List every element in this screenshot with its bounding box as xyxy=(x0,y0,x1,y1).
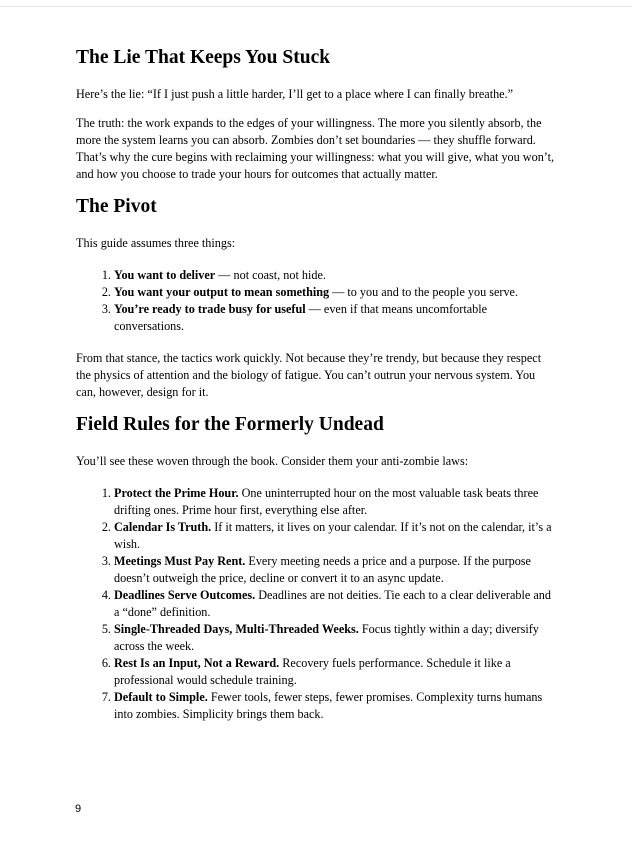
paragraph-lie-truth: The truth: the work expands to the edges of your willingness. The more you silently absorb, the more the system learns you can absorb. Zombies don’t set boundaries — they shuffle forward. That’s why the cure begins with reclaiming your willingness: what you will give, what you won’t, and how you choose to trade your hours for outcomes that actually matter. xyxy=(76,116,555,181)
list-item-text: Every meeting needs a price and a purpose. If the purpose doesn’t outweigh the price, decline or convert it to an async update. xyxy=(114,554,531,585)
list-item-bold: Default to Simple. xyxy=(114,690,208,704)
list-item-text: If it matters, it lives on your calendar. If it’s not on the calendar, it’s a wish. xyxy=(114,520,552,551)
list-item xyxy=(114,655,556,689)
section-heading-rules: Field Rules for the Formerly Undead xyxy=(76,414,384,435)
paragraph-rules-intro: You’ll see these woven through the book. Consider them your anti-zombie laws: xyxy=(76,454,469,468)
list-item xyxy=(114,284,556,301)
list-item-text: Recovery fuels performance. Schedule it like a professional would schedule training. xyxy=(114,656,511,687)
list-item xyxy=(114,267,556,284)
paragraph-pivot-intro: This guide assumes three things: xyxy=(76,236,236,250)
list-item-bold: You want your output to mean something xyxy=(114,285,330,299)
list-item-bold: Calendar Is Truth. xyxy=(114,520,212,534)
list-item-bold: Protect the Prime Hour. xyxy=(114,486,239,500)
list-item xyxy=(114,553,556,587)
list-item-text: — not coast, not hide. xyxy=(215,268,326,282)
list-item xyxy=(114,587,556,621)
page-number: 9 xyxy=(75,803,82,815)
list-item xyxy=(114,485,556,519)
list-item-bold: Deadlines Serve Outcomes. xyxy=(114,588,256,602)
section-heading-pivot: The Pivot xyxy=(76,196,157,217)
field-rules-list xyxy=(76,485,556,723)
list-item-bold: Meetings Must Pay Rent. xyxy=(114,554,246,568)
list-item xyxy=(114,689,556,723)
paragraph-pivot-outro: From that stance, the tactics work quickly. Not because they’re trendy, but because they respect the physics of attention and the biology of fatigue. You can’t outrun your nervous system. You can, however, design for it. xyxy=(76,351,542,399)
list-item-bold: You want to deliver xyxy=(114,268,216,282)
list-item-text: Deadlines are not deities. Tie each to a clear deliverable and a “done” definition. xyxy=(114,588,551,619)
list-item-text: — to you and to the people you serve. xyxy=(329,285,518,299)
section-heading-lie: The Lie That Keeps You Stuck xyxy=(76,47,331,68)
list-item xyxy=(114,519,556,553)
pivot-assumptions-list xyxy=(76,267,556,335)
list-item-text: Fewer tools, fewer steps, fewer promises. Complexity turns humans into zombies. Simplicity brings them back. xyxy=(114,690,543,721)
paragraph-lie-quote: Here’s the lie: “If I just push a little harder, I’ll get to a place where I can finally breathe.” xyxy=(76,87,514,101)
list-item-bold: You’re ready to trade busy for useful xyxy=(114,302,306,316)
list-item-bold: Single-Threaded Days, Multi-Threaded Weeks. xyxy=(114,622,359,636)
list-item-text: Focus tightly within a day; diversify across the week. xyxy=(114,622,539,653)
list-item-text: One uninterrupted hour on the most valuable task beats three drifting ones. Prime hour first, everything else after. xyxy=(114,486,539,517)
list-item xyxy=(114,621,556,655)
list-item xyxy=(114,301,556,335)
list-item-bold: Rest Is an Input, Not a Reward. xyxy=(114,656,280,670)
document-page xyxy=(76,46,556,723)
page-top-divider xyxy=(0,6,632,7)
list-item-text: — even if that means uncomfortable conversations. xyxy=(114,302,488,333)
